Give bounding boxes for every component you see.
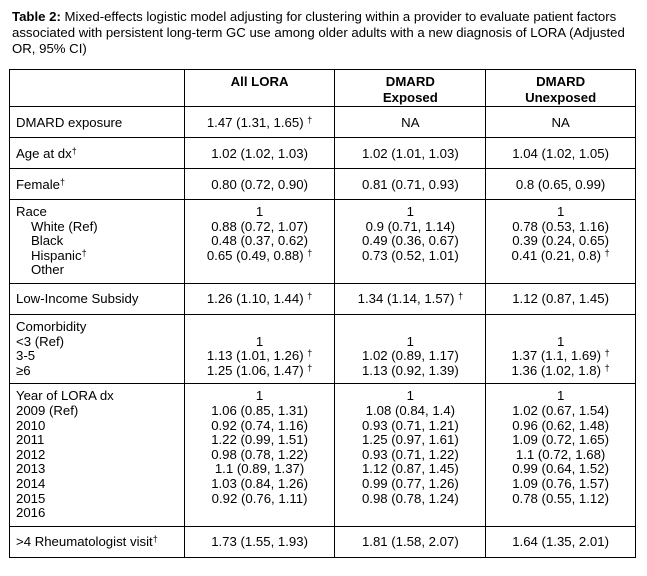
row-label: Race White (Ref) Black Hispanic† Other (10, 200, 185, 284)
row-age (10, 138, 636, 169)
cell-dmard-unexposed: 1.12 (0.87, 1.45) (486, 283, 636, 314)
row-label: >4 Rheumatologist visit† (10, 526, 185, 557)
cell-dmard-exposed: 0.81 (0.71, 0.93) (335, 169, 486, 200)
cell-dmard-unexposed: 1.64 (1.35, 2.01) (486, 526, 636, 557)
row-label: Age at dx† (10, 138, 185, 169)
row-label: Year of LORA dx 2009 (Ref) 2010 2011 2012 2013 2014 2015 2016 (10, 384, 185, 526)
cell-dmard-unexposed: 1 1.02 (0.67, 1.54) 0.96 (0.62, 1.48) 1.09 (0.72, 1.65) 1.1 (0.72, 1.68) 0.99 (0.64, 1.52) 1.09 (0.76, 1.57) 0.78 (0.55, 1.12) (486, 384, 636, 526)
cell-dmard-unexposed: 1 0.78 (0.53, 1.16) 0.39 (0.24, 0.65) 0.41 (0.21, 0.8) † (486, 200, 636, 284)
row-label: Low-Income Subsidy (10, 283, 185, 314)
cell-all-lora: 1.26 (1.10, 1.44) † (184, 283, 335, 314)
table-caption (12, 9, 637, 57)
row-race (10, 200, 636, 284)
caption-text: Mixed-effects logistic model adjusting for clustering within a provider to evaluate patient factors associated with persistent long-term GC use among older adults with a new diagnosis of LORA (Adjusted OR, 95% CI) (12, 9, 625, 56)
header-dmard-unexposed: DMARD Unexposed (486, 70, 636, 107)
header-all-lora: All LORA (184, 70, 335, 107)
row-label: Female† (10, 169, 185, 200)
row-dmard-exposure (10, 107, 636, 138)
header-row (10, 70, 636, 107)
results-table (9, 69, 636, 558)
table-label: Table 2: (12, 9, 61, 24)
row-rheumatologist-visit (10, 526, 636, 557)
cell-dmard-exposed: 1.02 (1.01, 1.03) (335, 138, 486, 169)
cell-dmard-unexposed: NA (486, 107, 636, 138)
row-year-of-dx (10, 384, 636, 526)
cell-dmard-exposed: 1 0.9 (0.71, 1.14) 0.49 (0.36, 0.67) 0.73 (0.52, 1.01) (335, 200, 486, 284)
row-label: DMARD exposure (10, 107, 185, 138)
cell-dmard-exposed: 1.34 (1.14, 1.57) † (335, 283, 486, 314)
cell-all-lora: 1.73 (1.55, 1.93) (184, 526, 335, 557)
header-blank (10, 70, 185, 107)
cell-all-lora: 1.02 (1.02, 1.03) (184, 138, 335, 169)
cell-dmard-exposed: NA (335, 107, 486, 138)
cell-all-lora: 1 0.88 (0.72, 1.07) 0.48 (0.37, 0.62) 0.65 (0.49, 0.88) † (184, 200, 335, 284)
row-low-income-subsidy (10, 283, 636, 314)
cell-dmard-unexposed: 1.04 (1.02, 1.05) (486, 138, 636, 169)
row-comorbidity (10, 314, 636, 383)
cell-all-lora: 1 1.13 (1.01, 1.26) † 1.25 (1.06, 1.47) † (184, 314, 335, 383)
cell-dmard-unexposed: 1 1.37 (1.1, 1.69) † 1.36 (1.02, 1.8) † (486, 314, 636, 383)
header-dmard-exposed: DMARD Exposed (335, 70, 486, 107)
cell-dmard-exposed: 1.81 (1.58, 2.07) (335, 526, 486, 557)
row-female (10, 169, 636, 200)
row-label: Comorbidity <3 (Ref) 3-5 ≥6 (10, 314, 185, 383)
cell-dmard-exposed: 1 1.08 (0.84, 1.4) 0.93 (0.71, 1.21) 1.25 (0.97, 1.61) 0.93 (0.71, 1.22) 1.12 (0.87, 1.45) 0.99 (0.77, 1.26) 0.98 (0.78, 1.24) (335, 384, 486, 526)
cell-dmard-exposed: 1 1.02 (0.89, 1.17) 1.13 (0.92, 1.39) (335, 314, 486, 383)
cell-all-lora: 0.80 (0.72, 0.90) (184, 169, 335, 200)
cell-all-lora: 1.47 (1.31, 1.65) † (184, 107, 335, 138)
cell-all-lora: 1 1.06 (0.85, 1.31) 0.92 (0.74, 1.16) 1.22 (0.99, 1.51) 0.98 (0.78, 1.22) 1.1 (0.89, 1.37) 1.03 (0.84, 1.26) 0.92 (0.76, 1.11) (184, 384, 335, 526)
cell-dmard-unexposed: 0.8 (0.65, 0.99) (486, 169, 636, 200)
